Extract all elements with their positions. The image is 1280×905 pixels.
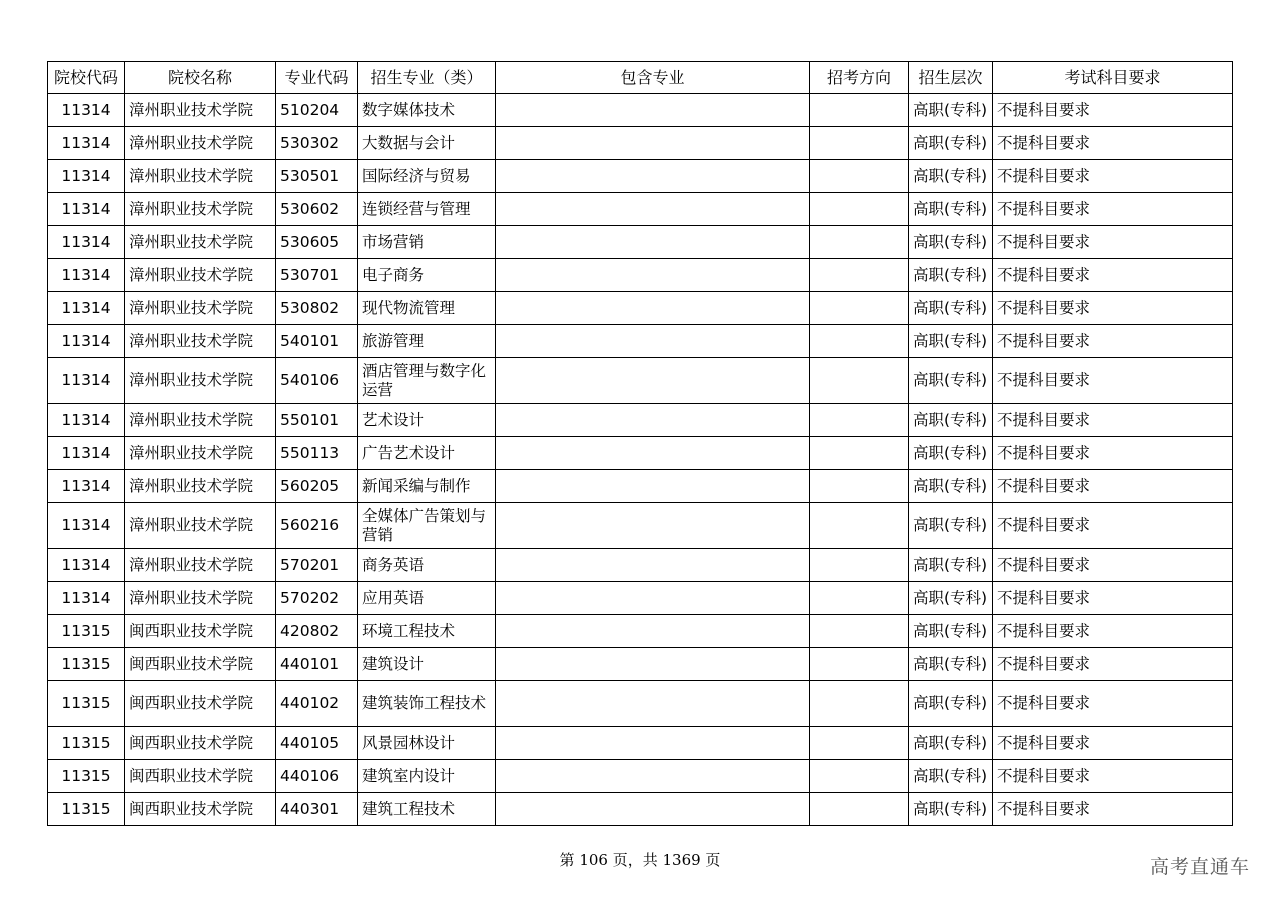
cell-level: 高职(专科): [909, 681, 993, 727]
cell-included-majors: [496, 727, 810, 760]
header-school-name: 院校名称: [125, 62, 276, 94]
cell-subject-requirement: 不提科目要求: [993, 404, 1233, 437]
table-row: [48, 793, 1233, 826]
cell-level: 高职(专科): [909, 582, 993, 615]
table-row: [48, 358, 1233, 404]
cell-included-majors: [496, 259, 810, 292]
cell-included-majors: [496, 793, 810, 826]
cell-school-code: 11314: [48, 582, 125, 615]
header-direction: 招考方向: [810, 62, 909, 94]
cell-school-code: 11314: [48, 193, 125, 226]
cell-school-code: 11314: [48, 226, 125, 259]
cell-direction: [810, 325, 909, 358]
cell-direction: [810, 160, 909, 193]
table-row: [48, 615, 1233, 648]
cell-direction: [810, 437, 909, 470]
cell-subject-requirement: 不提科目要求: [993, 727, 1233, 760]
cell-major-code: 440105: [276, 727, 358, 760]
cell-school-name: 漳州职业技术学院: [125, 325, 276, 358]
cell-level: 高职(专科): [909, 727, 993, 760]
cell-direction: [810, 470, 909, 503]
cell-major: 商务英语: [358, 549, 496, 582]
cell-included-majors: [496, 760, 810, 793]
cell-included-majors: [496, 193, 810, 226]
table-row: [48, 760, 1233, 793]
cell-level: 高职(专科): [909, 259, 993, 292]
table-row: [48, 226, 1233, 259]
cell-direction: [810, 582, 909, 615]
cell-level: 高职(专科): [909, 503, 993, 549]
cell-major: 数字媒体技术: [358, 94, 496, 127]
cell-major-code: 540101: [276, 325, 358, 358]
cell-level: 高职(专科): [909, 292, 993, 325]
cell-school-name: 漳州职业技术学院: [125, 226, 276, 259]
cell-major-code: 560205: [276, 470, 358, 503]
header-major-code: 专业代码: [276, 62, 358, 94]
cell-school-code: 11314: [48, 160, 125, 193]
cell-major-code: 530501: [276, 160, 358, 193]
cell-level: 高职(专科): [909, 127, 993, 160]
cell-major: 全媒体广告策划与营销: [358, 503, 496, 549]
cell-major: 新闻采编与制作: [358, 470, 496, 503]
admissions-table: [47, 61, 1233, 826]
header-included-majors: 包含专业: [496, 62, 810, 94]
cell-major: 艺术设计: [358, 404, 496, 437]
cell-school-code: 11314: [48, 358, 125, 404]
cell-school-name: 漳州职业技术学院: [125, 404, 276, 437]
cell-school-name: 闽西职业技术学院: [125, 793, 276, 826]
cell-school-name: 漳州职业技术学院: [125, 94, 276, 127]
cell-major: 电子商务: [358, 259, 496, 292]
cell-school-code: 11315: [48, 727, 125, 760]
cell-major-code: 530802: [276, 292, 358, 325]
table-row: [48, 582, 1233, 615]
cell-school-name: 漳州职业技术学院: [125, 127, 276, 160]
header-row: [48, 62, 1233, 94]
table-row: [48, 292, 1233, 325]
table-row: [48, 325, 1233, 358]
cell-school-code: 11314: [48, 549, 125, 582]
cell-school-name: 闽西职业技术学院: [125, 681, 276, 727]
cell-school-code: 11314: [48, 404, 125, 437]
cell-level: 高职(专科): [909, 760, 993, 793]
cell-major: 市场营销: [358, 226, 496, 259]
cell-school-code: 11315: [48, 615, 125, 648]
cell-level: 高职(专科): [909, 549, 993, 582]
cell-subject-requirement: 不提科目要求: [993, 358, 1233, 404]
cell-school-code: 11314: [48, 470, 125, 503]
cell-direction: [810, 404, 909, 437]
cell-subject-requirement: 不提科目要求: [993, 648, 1233, 681]
cell-level: 高职(专科): [909, 437, 993, 470]
table-row: [48, 160, 1233, 193]
cell-included-majors: [496, 549, 810, 582]
cell-direction: [810, 94, 909, 127]
cell-included-majors: [496, 470, 810, 503]
cell-major-code: 510204: [276, 94, 358, 127]
cell-major-code: 530602: [276, 193, 358, 226]
cell-direction: [810, 648, 909, 681]
cell-subject-requirement: 不提科目要求: [993, 160, 1233, 193]
cell-level: 高职(专科): [909, 404, 993, 437]
table-row: [48, 470, 1233, 503]
cell-school-code: 11314: [48, 127, 125, 160]
cell-level: 高职(专科): [909, 648, 993, 681]
cell-level: 高职(专科): [909, 358, 993, 404]
cell-subject-requirement: 不提科目要求: [993, 193, 1233, 226]
cell-included-majors: [496, 615, 810, 648]
cell-direction: [810, 727, 909, 760]
cell-school-code: 11314: [48, 437, 125, 470]
cell-subject-requirement: 不提科目要求: [993, 259, 1233, 292]
cell-major: 酒店管理与数字化运营: [358, 358, 496, 404]
cell-major-code: 440106: [276, 760, 358, 793]
cell-school-code: 11314: [48, 94, 125, 127]
cell-school-name: 漳州职业技术学院: [125, 437, 276, 470]
table-row: [48, 437, 1233, 470]
cell-subject-requirement: 不提科目要求: [993, 226, 1233, 259]
watermark: 高考直通车: [1149, 856, 1250, 878]
cell-subject-requirement: 不提科目要求: [993, 94, 1233, 127]
cell-school-name: 漳州职业技术学院: [125, 193, 276, 226]
cell-direction: [810, 503, 909, 549]
cell-included-majors: [496, 226, 810, 259]
cell-included-majors: [496, 94, 810, 127]
cell-major-code: 540106: [276, 358, 358, 404]
cell-major: 现代物流管理: [358, 292, 496, 325]
cell-subject-requirement: 不提科目要求: [993, 437, 1233, 470]
cell-major-code: 530605: [276, 226, 358, 259]
cell-school-name: 漳州职业技术学院: [125, 549, 276, 582]
cell-major: 大数据与会计: [358, 127, 496, 160]
table-row: [48, 549, 1233, 582]
cell-level: 高职(专科): [909, 793, 993, 826]
cell-school-code: 11315: [48, 793, 125, 826]
header-school-code: 院校代码: [48, 62, 125, 94]
cell-major-code: 440101: [276, 648, 358, 681]
header-major: 招生专业（类）: [358, 62, 496, 94]
cell-school-code: 11314: [48, 259, 125, 292]
cell-major: 国际经济与贸易: [358, 160, 496, 193]
cell-included-majors: [496, 503, 810, 549]
cell-direction: [810, 793, 909, 826]
cell-direction: [810, 127, 909, 160]
cell-level: 高职(专科): [909, 325, 993, 358]
cell-major: 旅游管理: [358, 325, 496, 358]
cell-included-majors: [496, 404, 810, 437]
cell-direction: [810, 760, 909, 793]
page-number: 第 106 页，共 1369 页: [559, 851, 721, 869]
table-row: [48, 727, 1233, 760]
cell-school-code: 11314: [48, 325, 125, 358]
cell-major: 建筑设计: [358, 648, 496, 681]
cell-school-name: 闽西职业技术学院: [125, 727, 276, 760]
cell-included-majors: [496, 160, 810, 193]
cell-subject-requirement: 不提科目要求: [993, 503, 1233, 549]
cell-major-code: 420802: [276, 615, 358, 648]
table-row: [48, 404, 1233, 437]
cell-subject-requirement: 不提科目要求: [993, 470, 1233, 503]
table-row: [48, 259, 1233, 292]
cell-included-majors: [496, 127, 810, 160]
cell-major: 建筑工程技术: [358, 793, 496, 826]
cell-school-name: 闽西职业技术学院: [125, 615, 276, 648]
cell-major: 建筑装饰工程技术: [358, 681, 496, 727]
cell-school-code: 11314: [48, 503, 125, 549]
cell-direction: [810, 292, 909, 325]
cell-level: 高职(专科): [909, 615, 993, 648]
cell-included-majors: [496, 648, 810, 681]
cell-included-majors: [496, 292, 810, 325]
cell-subject-requirement: 不提科目要求: [993, 582, 1233, 615]
table-row: [48, 648, 1233, 681]
cell-major: 建筑室内设计: [358, 760, 496, 793]
cell-level: 高职(专科): [909, 193, 993, 226]
cell-subject-requirement: 不提科目要求: [993, 325, 1233, 358]
table-row: [48, 94, 1233, 127]
cell-school-code: 11315: [48, 648, 125, 681]
cell-direction: [810, 259, 909, 292]
cell-included-majors: [496, 437, 810, 470]
cell-major: 广告艺术设计: [358, 437, 496, 470]
cell-major: 环境工程技术: [358, 615, 496, 648]
table-row: [48, 127, 1233, 160]
cell-subject-requirement: 不提科目要求: [993, 681, 1233, 727]
cell-direction: [810, 681, 909, 727]
header-subject-requirement: 考试科目要求: [993, 62, 1233, 94]
cell-major-code: 550101: [276, 404, 358, 437]
cell-major: 应用英语: [358, 582, 496, 615]
cell-major-code: 570202: [276, 582, 358, 615]
cell-subject-requirement: 不提科目要求: [993, 615, 1233, 648]
cell-school-code: 11314: [48, 292, 125, 325]
cell-level: 高职(专科): [909, 226, 993, 259]
cell-included-majors: [496, 358, 810, 404]
cell-school-name: 漳州职业技术学院: [125, 259, 276, 292]
cell-school-name: 闽西职业技术学院: [125, 760, 276, 793]
cell-level: 高职(专科): [909, 94, 993, 127]
cell-school-name: 漳州职业技术学院: [125, 582, 276, 615]
cell-subject-requirement: 不提科目要求: [993, 760, 1233, 793]
cell-subject-requirement: 不提科目要求: [993, 127, 1233, 160]
cell-direction: [810, 193, 909, 226]
cell-school-name: 漳州职业技术学院: [125, 160, 276, 193]
cell-direction: [810, 615, 909, 648]
cell-school-name: 漳州职业技术学院: [125, 292, 276, 325]
cell-level: 高职(专科): [909, 160, 993, 193]
cell-direction: [810, 358, 909, 404]
cell-major-code: 530302: [276, 127, 358, 160]
cell-major-code: 440102: [276, 681, 358, 727]
cell-subject-requirement: 不提科目要求: [993, 549, 1233, 582]
cell-major-code: 560216: [276, 503, 358, 549]
cell-major-code: 550113: [276, 437, 358, 470]
cell-included-majors: [496, 325, 810, 358]
cell-school-code: 11315: [48, 760, 125, 793]
cell-direction: [810, 226, 909, 259]
cell-major-code: 530701: [276, 259, 358, 292]
cell-subject-requirement: 不提科目要求: [993, 292, 1233, 325]
cell-school-name: 漳州职业技术学院: [125, 470, 276, 503]
cell-major-code: 440301: [276, 793, 358, 826]
cell-included-majors: [496, 582, 810, 615]
cell-school-code: 11315: [48, 681, 125, 727]
cell-direction: [810, 549, 909, 582]
table-row: [48, 681, 1233, 727]
cell-major: 连锁经营与管理: [358, 193, 496, 226]
table-row: [48, 193, 1233, 226]
cell-level: 高职(专科): [909, 470, 993, 503]
cell-school-name: 漳州职业技术学院: [125, 503, 276, 549]
cell-major-code: 570201: [276, 549, 358, 582]
table-row: [48, 503, 1233, 549]
cell-school-name: 闽西职业技术学院: [125, 648, 276, 681]
cell-school-name: 漳州职业技术学院: [125, 358, 276, 404]
cell-major: 风景园林设计: [358, 727, 496, 760]
cell-included-majors: [496, 681, 810, 727]
cell-subject-requirement: 不提科目要求: [993, 793, 1233, 826]
header-level: 招生层次: [909, 62, 993, 94]
